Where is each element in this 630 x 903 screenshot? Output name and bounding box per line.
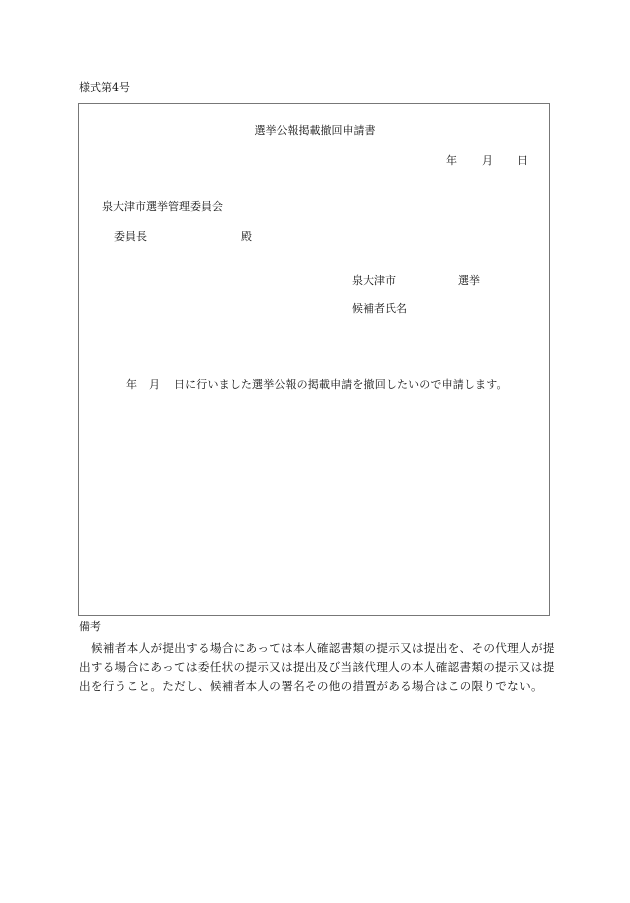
remarks-line: 候補者本人が提出する場合にあっては本人確認書類の提示又は提出を、その代理人が提 xyxy=(91,641,555,655)
remarks-heading: 備考 xyxy=(79,620,101,633)
application-form-box xyxy=(78,103,550,616)
applicant-election: 選挙 xyxy=(458,274,480,287)
remarks-line: 出する場合にあっては委任状の提示又は提出及び当該代理人の本人確認書類の提示又は提 xyxy=(79,660,555,674)
date-month-label: 月 xyxy=(482,154,493,167)
body-year: 年 xyxy=(126,378,137,391)
date-day-label: 日 xyxy=(517,154,528,167)
candidate-name-label: 候補者氏名 xyxy=(352,302,407,315)
remarks-line: 出を行うこと。ただし、候補者本人の署名その他の措置がある場合はこの限りでない。 xyxy=(79,679,543,693)
addressee-chair: 委員長 xyxy=(114,230,147,243)
addressee-committee: 泉大津市選挙管理委員会 xyxy=(102,200,223,213)
date-year-label: 年 xyxy=(446,154,457,167)
addressee-honorific: 殿 xyxy=(241,230,252,243)
form-title: 選挙公報掲載撤回申請書 xyxy=(254,124,376,137)
body-month: 月 xyxy=(149,378,160,391)
body-text: 日に行いました選挙公報の掲載申請を撤回したいので申請します。 xyxy=(174,378,508,391)
form-number: 様式第4号 xyxy=(79,81,130,94)
applicant-city: 泉大津市 xyxy=(352,274,396,287)
